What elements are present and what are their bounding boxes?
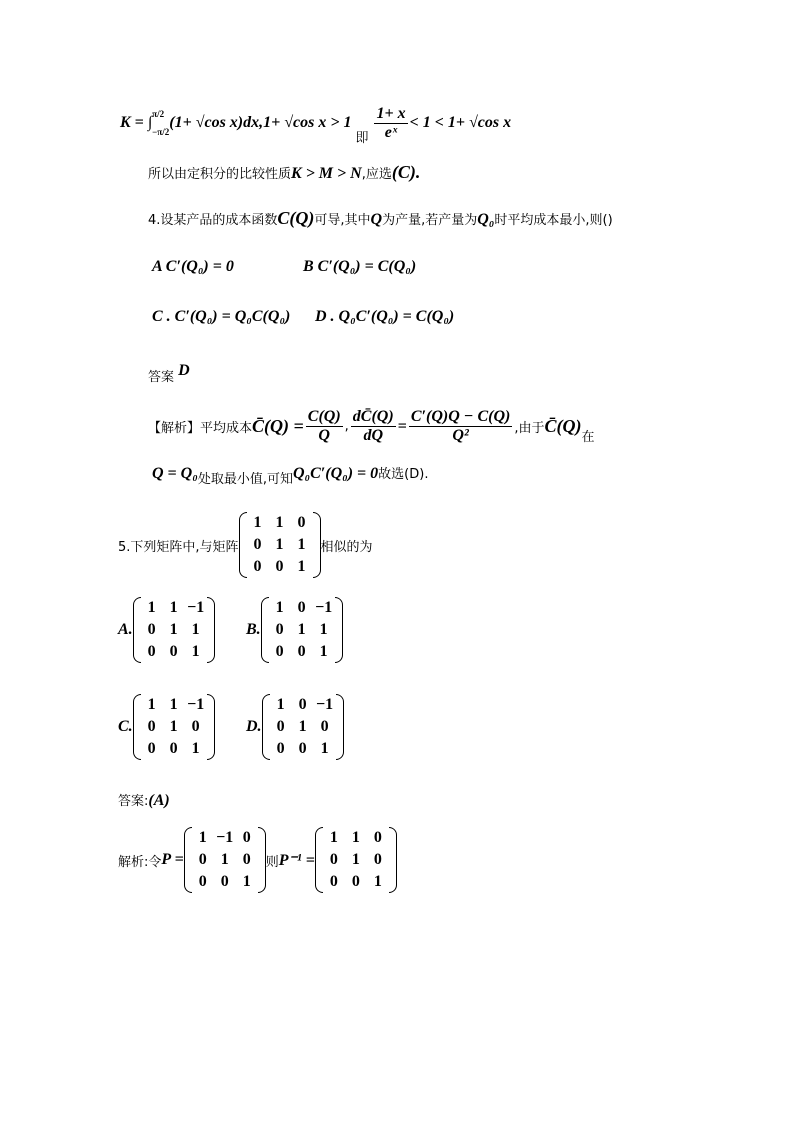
matrix-grid [269,597,335,663]
integral-line [120,100,511,146]
matrix-cell: 1 [275,536,284,553]
q5-analysis-label: 解析:令 [118,854,162,870]
option-label: B. [246,621,261,638]
integral-k: K = ∫ [120,114,153,131]
matrix-cell: 1 [220,851,229,868]
matrix-cell: 0 [253,536,262,553]
q4-q0: Q₀ [477,211,495,228]
q5-answer-value: (A) [148,792,170,809]
zai-text: 在 [581,430,595,445]
matrix-cell: 0 [147,643,156,660]
q5-answer-label: 答案: [118,794,149,809]
pinv-label: P⁻¹ = [278,852,315,869]
conclusion-line [148,162,420,183]
inequality-1: 1+ √cos x > 1 [263,114,352,131]
ji-text: 即 [355,131,369,146]
matrix-cell: 1 [198,829,207,846]
matrix-cell: 0 [147,740,156,757]
q4-mid1: 可导,其中 [314,213,371,228]
inequality-2: < 1 < 1+ √cos x [409,114,512,131]
matrix-cell: 0 [169,740,178,757]
matrix-cell: 1 [351,829,360,846]
analysis-mid2: 处取最小值,可知 [197,472,293,487]
matrix-cell: 1 [297,536,306,553]
matrix-cell: 0 [298,740,307,757]
matrix-cell: −1 [316,696,334,713]
q5-option-d [246,694,344,760]
f2-den: dQ [363,427,384,444]
pinv-matrix [315,827,397,893]
matrix-cell: 1 [297,558,306,575]
f3-num: C′(Q)Q − C(Q) [410,408,511,425]
matrix-cell: 1 [147,696,156,713]
conclusion-text: 所以由定积分的比较性质 [148,167,292,182]
matrix-cell: −1 [315,599,333,616]
matrix-cell: 0 [329,851,338,868]
f3-den: Q² [452,427,469,444]
q4-q: Q [370,211,383,228]
q5-analysis [118,827,397,893]
option-label: D. [246,718,262,735]
analysis-tail: 故选(D). [378,467,429,482]
matrix-cell: 0 [253,558,262,575]
matrix-cell: 1 [275,599,284,616]
avg-cost: C̄(Q) = [252,416,304,436]
then-text: 则 [265,854,279,870]
matrix-cell: 1 [319,621,328,638]
equals: = [397,417,407,435]
conclusion-tail: ,应选 [361,167,392,182]
matrix-cell: 0 [276,718,285,735]
matrix-cell: 1 [147,599,156,616]
matrix-cell: −1 [187,696,205,713]
matrix-cell: 1 [276,696,285,713]
matrix-cell: 0 [191,718,200,735]
avg-cost-2: C̄(Q) [544,416,582,436]
matrix-cell: 0 [297,514,306,531]
f1-den: Q [318,427,330,444]
q5-prefix: 5.下列矩阵中,与矩阵 [118,539,239,555]
question-4 [148,208,613,229]
matrix-cell: 1 [169,621,178,638]
matrix-grid [270,694,336,760]
matrix-cell: 0 [276,740,285,757]
matrix-cell: 0 [373,829,382,846]
matrix-cell: 0 [320,718,329,735]
matrix-cell: 0 [198,851,207,868]
matrix-cell: 0 [297,643,306,660]
matrix-cell: 0 [147,718,156,735]
q4-prefix: 4.设某产品的成本函数 [148,213,278,228]
matrix-cell: 0 [198,873,207,890]
integral-lower: −π/2 [152,127,170,137]
comma: , [344,419,349,434]
matrix-cell: −1 [216,829,234,846]
matrix-cell: 0 [297,599,306,616]
integrand: (1+ √cos x)dx, [169,114,264,131]
matrix-cell: 0 [169,643,178,660]
matrix-cell: 1 [275,514,284,531]
matrix-cell: 0 [147,621,156,638]
q5-option-c [118,694,215,760]
option-label: A. [118,621,133,638]
matrix-cell: 1 [191,643,200,660]
matrix-cell: 1 [191,740,200,757]
conclusion-math: K > M > N [291,165,362,182]
matrix-cell: 0 [373,851,382,868]
p-label: P = [161,851,184,868]
matrix-cell: 1 [373,873,382,890]
option-label: C. [118,718,133,735]
q4-option-a: A C′(Q₀) = 0 [152,258,234,275]
q5-answer [118,790,170,810]
matrix-cell: 0 [275,621,284,638]
matrix-cell: 0 [329,873,338,890]
matrix-cell: 1 [169,599,178,616]
matrix-cell: 1 [319,643,328,660]
q4-mid2: 为产量,若产量为 [382,213,478,228]
q5-suffix: 相似的为 [320,539,373,555]
f2-num: dC̄(Q) [352,408,394,425]
q4-analysis-line2 [152,463,429,487]
p-matrix [184,827,266,893]
matrix-cell: 1 [320,740,329,757]
integral-upper: π/2 [152,109,165,119]
q4-analysis-line1 [148,408,594,445]
matrix-grid [323,827,389,893]
q4-tail: 时平均成本最小,则() [494,213,613,228]
q5-option-a [118,597,215,663]
q4-option-b: B C′(Q₀) = C(Q₀) [303,258,417,275]
matrix-grid [141,597,207,663]
question-5 [118,512,373,578]
frac-den: eˣ [384,123,398,141]
matrix-cell: 1 [253,514,262,531]
condition: Q₀C′(Q₀) = 0 [292,465,379,482]
q4-answer [148,360,190,385]
q4-answer-label: 答案 [148,370,175,385]
matrix-cell: 1 [297,621,306,638]
f1-num: C(Q) [307,408,341,425]
conclusion-choice: (C). [391,162,421,182]
matrix-cell: 0 [242,851,251,868]
q4-answer-value: D [178,362,190,379]
matrix-cell: 1 [329,829,338,846]
matrix-cell: 0 [220,873,229,890]
q4-option-c: C . C′(Q₀) = Q₀C(Q₀) [152,308,291,325]
matrix-cell: −1 [187,599,205,616]
matrix-cell: 0 [275,643,284,660]
matrix-cell: 0 [275,558,284,575]
matrix-cell: 0 [242,829,251,846]
matrix-grid [141,694,207,760]
q5-matrix [239,512,321,578]
matrix-cell: 1 [298,718,307,735]
q5-option-b [246,597,343,663]
analysis-label: 【解析】平均成本 [148,421,253,436]
matrix-grid [192,827,258,893]
q-eq: Q = Q₀ [152,465,198,482]
matrix-cell: 0 [351,873,360,890]
matrix-cell: 1 [169,696,178,713]
analysis-mid: ,由于 [514,421,545,436]
matrix-cell: 1 [191,621,200,638]
matrix-cell: 1 [351,851,360,868]
matrix-cell: 1 [242,873,251,890]
q4-cq: C(Q) [277,208,315,228]
matrix-cell: 1 [169,718,178,735]
matrix-grid [247,512,313,578]
matrix-cell: 0 [298,696,307,713]
frac-num: 1+ x [376,104,406,122]
q4-option-d: D . Q₀C′(Q₀) = C(Q₀) [315,308,455,325]
